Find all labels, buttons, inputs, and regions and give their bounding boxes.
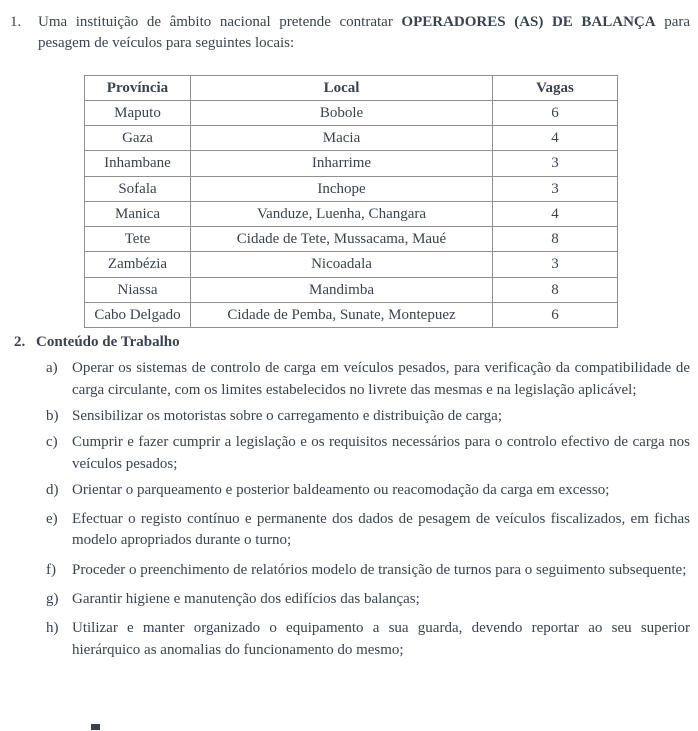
intro-text-after: para pesagem de veículos para seguintes locais: [38,14,691,52]
cell-vagas: 3 [493,252,618,277]
table-row [85,176,618,201]
col-header-vagas: Vagas [493,75,618,100]
col-header-provincia: Província [85,75,191,100]
cell-vagas: 4 [493,126,618,151]
item-text: Utilizar e manter organizado o equipamento a sua guarda, devendo reportar ao seu superior hierárquico as anomalias do funcionamento do mesmo; [72,620,690,658]
item-text: Proceder o preenchimento de relatórios modelo de transição de turnos para o seguimento subsequente; [72,561,687,578]
cell-provincia: Inhambane [85,151,191,176]
cell-local: Bobole [191,100,493,125]
cell-provincia: Cabo Delgado [85,302,191,327]
cropped-element-fragment [91,724,100,730]
item-letter: g) [46,591,59,608]
work-item-h [0,618,698,661]
cell-provincia: Niassa [85,277,191,302]
cell-provincia: Zambézia [85,252,191,277]
table-row [85,302,618,327]
item-text: Orientar o parqueamento e posterior baldeamento ou reacomodação da carga em excesso; [72,481,610,498]
table-row [85,100,618,125]
cell-local: Cidade de Pemba, Sunate, Montepuez [191,302,493,327]
cell-local: Inharrime [191,151,493,176]
work-item-g [0,589,698,610]
cell-vagas: 4 [493,201,618,226]
item-letter: a) [46,360,58,377]
cell-local: Inchope [191,176,493,201]
table-row [85,126,618,151]
work-item-b [0,406,698,427]
cell-provincia: Tete [85,227,191,252]
cell-vagas: 8 [493,277,618,302]
item-text: Operar os sistemas de controlo de carga em veículos pesados, para verificação da compatibilidade de carga circulante, com os limites estabelecidos no livrete das mesmas e na legislação aplicável; [72,360,690,398]
intro-text [38,12,690,55]
item-letter: c) [46,434,58,451]
cell-local: Mandimba [191,277,493,302]
item-text: Sensibilizar os motoristas sobre o carregamento e distribuição de carga; [72,407,503,424]
table-header-row [85,75,618,100]
cell-local: Vanduze, Luenha, Changara [191,201,493,226]
cell-provincia: Maputo [85,100,191,125]
item-letter: f) [46,561,56,578]
section2-title: Conteúdo de Trabalho [36,334,180,351]
cell-local: Macia [191,126,493,151]
item-text: Garantir higiene e manutenção dos edifícios das balanças; [72,591,420,608]
item-letter: e) [46,511,58,528]
list-number-1: 1. [10,14,22,30]
table-row [85,227,618,252]
work-item-e [0,509,698,552]
table-body [85,100,618,327]
intro-paragraph [0,12,698,55]
vacancies-table [84,75,618,329]
cell-provincia: Gaza [85,126,191,151]
item-text: Efectuar o registo contínuo e permanente dos dados de pesagem de veículos fiscalizados, em fichas modelo apropriados durante o turno; [72,511,690,549]
cell-local: Cidade de Tete, Mussacama, Maué [191,227,493,252]
item-text: Cumprir e fazer cumprir a legislação e os requisitos necessários para o controlo efectivo de carga nos veículos pesados; [72,434,690,472]
cell-local: Nicoadala [191,252,493,277]
table-row [85,252,618,277]
work-item-d [0,480,698,501]
cell-vagas: 6 [493,100,618,125]
list-number-2: 2. [14,334,26,351]
section2-heading [0,332,698,353]
cell-vagas: 6 [493,302,618,327]
item-letter: h) [46,620,59,637]
cell-vagas: 8 [493,227,618,252]
col-header-local: Local [191,75,493,100]
item-letter: b) [46,407,59,424]
cell-vagas: 3 [493,176,618,201]
intro-text-before: Uma instituição de âmbito nacional pretende contratar [38,14,402,30]
work-item-a [0,358,698,401]
table-row [85,201,618,226]
item-letter: d) [46,481,59,498]
table-row [85,277,618,302]
cell-vagas: 3 [493,151,618,176]
work-item-f [0,560,698,581]
cell-provincia: Sofala [85,176,191,201]
intro-text-bold: OPERADORES (AS) DE BALANÇA [401,14,656,30]
table-row [85,151,618,176]
cell-provincia: Manica [85,201,191,226]
work-item-c [0,432,698,475]
